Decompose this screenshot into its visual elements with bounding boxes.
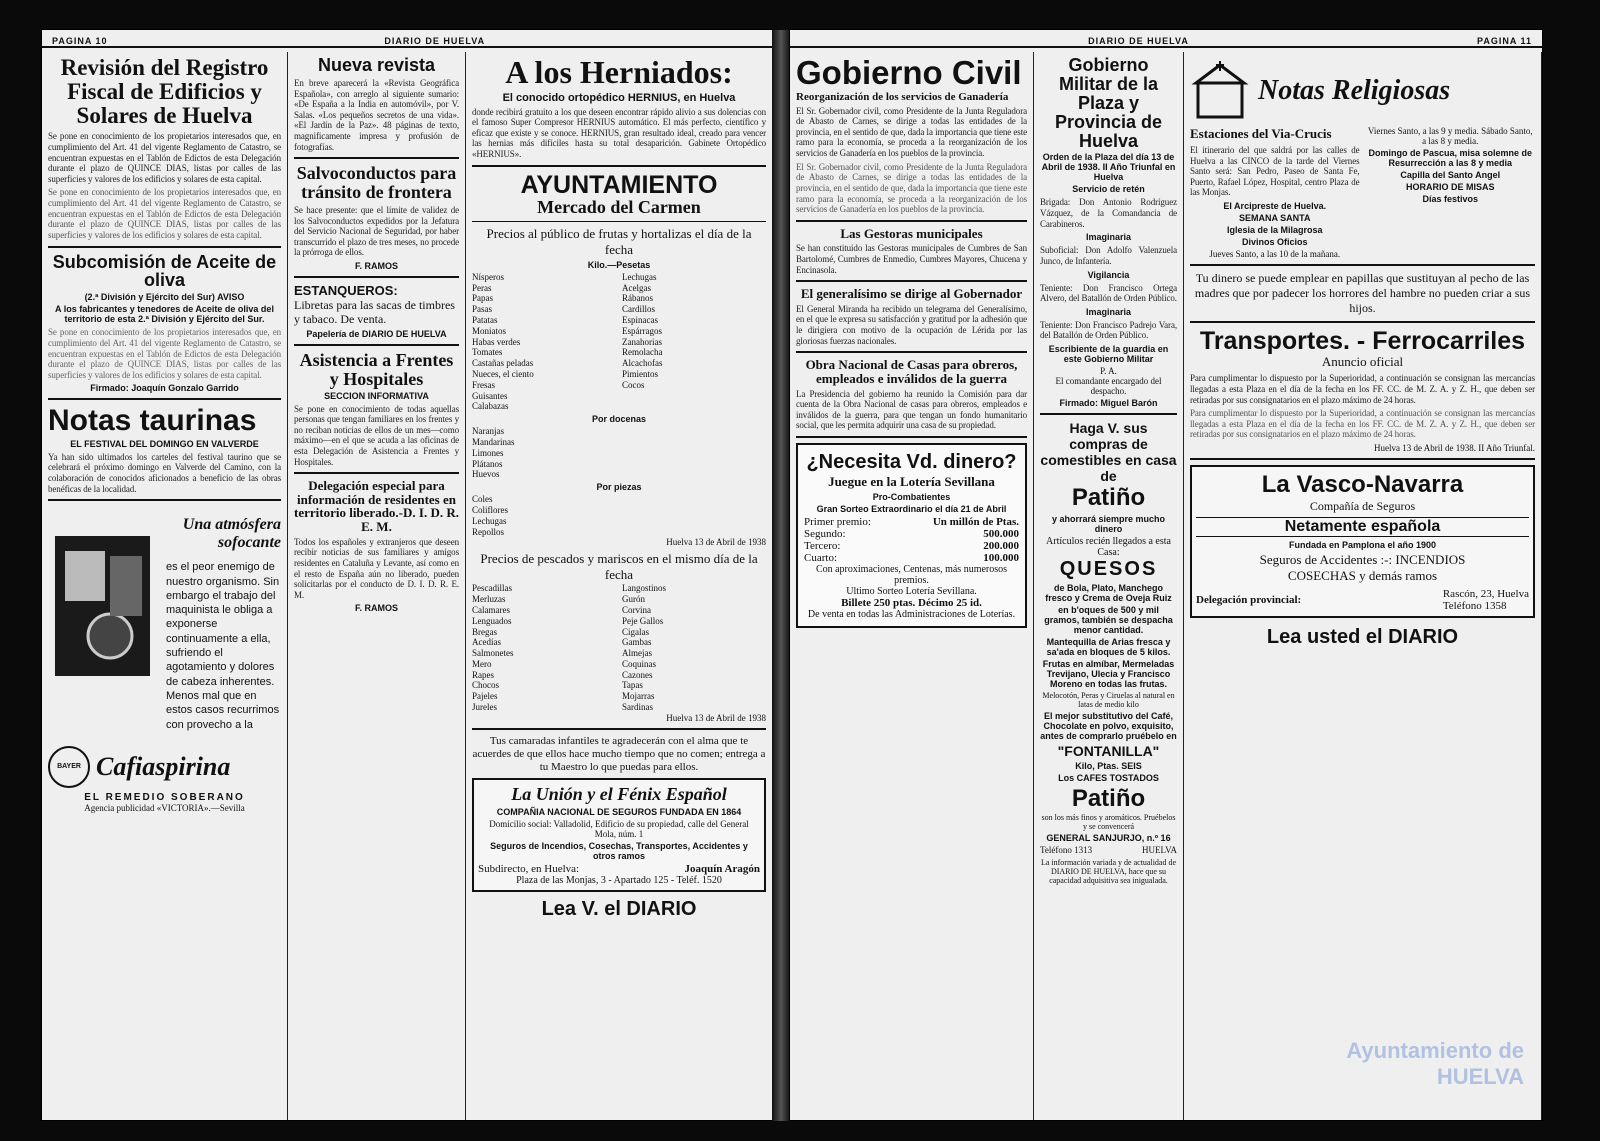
pieza-item: Coles xyxy=(472,494,493,505)
religiosas-arcipreste: El Arcipreste de Huelva. xyxy=(1223,201,1327,212)
aceite-title: Subcomisión de Aceite de oliva xyxy=(52,251,277,291)
docena-item: Huevos xyxy=(472,469,500,480)
delegacion-title: Delegación especial para información de residentes en territorio liberado.-D. I. D. R. E. M. xyxy=(294,478,459,535)
pescado-item: Lenguados xyxy=(472,615,512,626)
bayer-logo-icon: BAYER xyxy=(48,746,90,788)
mercado-subtitle: Mercado del Carmen xyxy=(537,196,701,217)
patino-fontanilla: "FONTANILLA" xyxy=(1057,742,1160,759)
militar-orden: Orden de la Plaza del día 13 de Abril de 1938. II Año Triunfal en Huelva xyxy=(1041,152,1176,183)
asistencia-body: Se pone en conocimiento de todas aquellas personas que tengan familiares en los frentes y no reciban noticias de ellos de un mes—como máximo—en el que se acuda a las oficinas de esta Delegación de Asistencia a Frentes y Hospitales. xyxy=(294,403,459,467)
pescado-item: Langostinos xyxy=(622,583,666,594)
pescado-item: Bregas xyxy=(472,626,497,637)
fruta-item: Guisantes xyxy=(472,390,508,401)
fruta-item: Habas verdes xyxy=(472,336,521,347)
docena-item: Limones xyxy=(472,447,504,458)
religiosas-body: El itinerario del que saldrá por las calles de Huelva a las CINCO de la tarde del Viernes Santo será: San Pedro, Paseo de Santa Fe, Puerto, Rafael López, Hospital, centro Plaza de las Monjas. xyxy=(1190,145,1360,198)
transportes-body: Para cumplimentar lo dispuesto por la Superioridad, a continuación se consignan las mercancías llegadas a esta Plaza en el día de la fecha en los FF. CC. de M. Z. A. y Z. H., que deben ser retiradas por sus consignatarios en el plazo máximo de 24 horas. xyxy=(1190,373,1535,405)
patino-name2: Patiño xyxy=(1071,784,1146,812)
pescado-item: Chocos xyxy=(472,680,499,691)
servicio-title: Imaginaria xyxy=(1085,232,1132,243)
right-column-2 xyxy=(1034,52,1184,1120)
revista-body: En breve aparecerá la «Revista Geográfica Española», con arreglo al siguiente sumario: «De España a la India en automóvil», por V. Salas. «Los pequeños secretos de una vida». «El Jardín de la Paz». 48 páginas de texto, magnificamente impresa y profusión de fotografías. xyxy=(294,77,459,152)
vasco-telefono: Teléfono 1358 xyxy=(1442,599,1507,612)
right-footer: Lea usted el DIARIO xyxy=(1266,625,1459,648)
piezas-list xyxy=(472,494,766,537)
page-number-right: PAGINA 11 xyxy=(1476,36,1532,46)
frutas-list-right xyxy=(622,272,766,412)
pescado-item: Peje Gallos xyxy=(622,615,664,626)
fruta-item: Nueces, el ciento xyxy=(472,368,534,379)
religiosas-semana: SEMANA SANTA xyxy=(1239,213,1311,224)
patino-cafe: El mejor substitutivo del Café, Chocolate en polvo, exquisito, antes de comprarlo pruébelo en xyxy=(1040,710,1177,741)
right-column-1 xyxy=(790,52,1034,1120)
docena-item: Naranjas xyxy=(472,426,504,437)
cafiaspirina-slogan: Una atmósfera sofocante xyxy=(182,516,281,552)
servicio-body: Brigada: Don Antonio Rodríguez Vázquez, de la Comandancia de Carabineros. xyxy=(1040,197,1177,229)
religiosas-festivos: Días festivos xyxy=(1422,194,1479,204)
estanqueros-shop: Papelería de DIARIO DE HUELVA xyxy=(306,328,447,339)
taurinas-body: Ya han sido ultimados los carteles del festival taurino que se celebrará el próximo domingo en Valverde del Camino, con la colaboración de conocidos aficionados a beneficio de las obras benéficas de la localidad. xyxy=(48,451,281,494)
religiosas-capilla: Capilla del Santo Angel xyxy=(1400,170,1501,180)
cafiaspirina-tagline: EL REMEDIO SOBERANO xyxy=(84,791,245,803)
patino-quesos: QUESOS xyxy=(1059,557,1158,580)
obra-body: La Presidencia del gobierno ha reunido la Comisión para dar cuenta de la Obra Nacional de casas para obreros, empleados e inválidos de la guerra, para que tengan un fondo humanitario social, que les permita adquirir una casa de su propiedad. xyxy=(796,388,1027,431)
piezas-label: Por piezas xyxy=(596,482,642,493)
patino-name: Patiño xyxy=(1071,483,1146,511)
loteria-billete: Billete 250 ptas. Décimo 25 id. xyxy=(841,597,982,609)
pescado-item: Acedías xyxy=(472,637,501,648)
asistencia-sub: SECCION INFORMATIVA xyxy=(324,390,429,401)
pescado-item: Sardinas xyxy=(622,702,653,713)
patino-telefono: Teléfono 1313 xyxy=(1040,844,1093,855)
transportes-sub: Anuncio oficial xyxy=(1321,354,1404,370)
transportes-body-extra: Para cumplimentar lo dispuesto por la Superioridad, a continuación se consignan las mercancías llegadas a esta Plaza en el día de la fecha en los FF. CC. de M. Z. A. y Z. H., que deben ser retiradas por sus consignatarios en el plazo máximo de 24 horas. xyxy=(1190,408,1535,440)
servicio-body: Teniente: Don Francisco Ortega Alvero, del Batallón de Orden Público. xyxy=(1040,282,1177,304)
fruta-item: Castañas peladas xyxy=(472,358,534,369)
taurinas-sub: EL FESTIVAL DEL DOMINGO EN VALVERDE xyxy=(70,438,259,449)
salvo-body: Se hace presente: que el límite de validez de los Salvoconductos expedidos por la Jefatura del Servicio Nacional de Seguridad, por haber transcurrido el plazo de tres meses, no procede la prórroga de ellos. xyxy=(294,204,459,258)
militar-pa: P. A. xyxy=(1100,365,1117,376)
fruta-item: Cardillos xyxy=(622,304,655,315)
pescado-item: Pajeles xyxy=(472,691,498,702)
patino-cafes: Los CAFES TOSTADOS xyxy=(1058,772,1159,783)
gobierno-body: El Sr. Gobernador civil, como Presidente de la Junta Reguladora de Abasto de Carnes, se dirige a todas las entidades de la provincia, en el sentido de que, dada la importancia que tiene este ramo para la economía, se proceda a la reorganización de los servicios de Ganadería en los pueblos de la provincia. xyxy=(796,105,1027,159)
fruta-item: Lechugas xyxy=(622,271,657,282)
patino-boquitas: en b'oques de 500 y mil gramos, también se despacha menor cantidad. xyxy=(1044,604,1173,635)
cafiaspirina-text: es el peor enemigo de nuestro organismo. Sin embargo el trabajo del maquinista le obliga a exponerse continuamente a ella, sufriendo el agotamiento y dolores de cabeza inherentes. Menos mal que en estos casos recurrimos con provecho a la xyxy=(166,561,280,731)
revista-title: Nueva revista xyxy=(317,55,436,75)
militar-escribiente: Escribiente de la guardia en este Gobierno Militar xyxy=(1048,343,1169,364)
vasco-navarra-ad xyxy=(1190,465,1535,618)
patino-quesos-desc: de Bola, Plato, Manchego fresco y Crema de Oveja Ruiz xyxy=(1045,582,1172,603)
prize-row: Primer premio: Un millón de Ptas. xyxy=(804,516,1019,528)
left-column-2 xyxy=(288,52,466,1120)
vasco-seguros: Seguros de Accidentes :-: INCENDIOS xyxy=(1259,551,1466,567)
fruta-item: Calabazas xyxy=(472,401,509,412)
religiosas-viernes: Viernes Santo, a las 9 y media. Sábado Santo, a las 8 y media. xyxy=(1367,126,1533,146)
herniados-title: A los Herniados: xyxy=(505,54,733,90)
pieza-item: Lechugas xyxy=(472,515,507,526)
pescado-item: Gambas xyxy=(622,637,652,648)
union-fenix-ad xyxy=(472,778,766,892)
gobierno-sub: Reorganización de los servicios de Ganadería xyxy=(796,90,1009,103)
pescado-item: Salmonetes xyxy=(472,648,514,659)
patino-kilo: Kilo, Ptas. SEIS xyxy=(1075,760,1142,771)
transportes-date: Huelva 13 de Abril de 1938. II Año Triunfal. xyxy=(1374,442,1535,453)
militar-title: Gobierno Militar de la Plaza y Provincia de Huelva xyxy=(1054,55,1163,151)
fruta-item: Patatas xyxy=(472,314,498,325)
docena-item: Plátanos xyxy=(472,458,503,469)
union-domicilio: Domicilio social: Valladolid, Edificio de su propiedad, calle del General Mola, núm. 1 xyxy=(489,819,749,840)
gobierno-body-extra: El Sr. Gobernador civil, como Presidente de la Junta Reguladora de Abasto de Carnes, se dirige a todas las entidades de la provincia, en el sentido de que, dada la importancia que tiene este ramo para la economía, se proceda a la reorganización de los servicios de Ganadería en los pueblos de la provincia. xyxy=(796,161,1027,215)
patino-frutas: Frutas en almíbar, Mermeladas Trevijano, Ulecia y Francisco Moreno en todas las frutas. xyxy=(1042,658,1175,689)
loteria-prizes xyxy=(804,516,1019,564)
patino-articulos: Artículos recién llegados a esta Casa: xyxy=(1046,535,1171,558)
union-subdir-label: Subdirecto, en Huelva: xyxy=(478,863,580,876)
militar-firmado: Firmado: Miguel Barón xyxy=(1059,397,1158,408)
pescado-item: Corvina xyxy=(622,604,651,615)
patino-finos: son los más finos y aromáticos. Pruébelos y se convencerá xyxy=(1041,812,1176,831)
fruta-item: Pasas xyxy=(472,304,492,315)
fruta-item: Moniatos xyxy=(472,325,507,336)
fruta-item: Acelgas xyxy=(622,282,651,293)
union-seguros: Seguros de Incendios, Cosechas, Transportes, Accidentes y otros ramos xyxy=(490,841,748,862)
religiosas-title: Notas Religiosas xyxy=(1258,75,1451,106)
left-footer: Lea V. el DIARIO xyxy=(541,898,697,921)
fruta-item: Papas xyxy=(472,293,493,304)
religiosas-jueves: Jueves Santo, a las 10 de la mañana. xyxy=(1209,249,1341,260)
fruta-item: Rábanos xyxy=(622,293,653,304)
delegacion-body: Todos los españoles y extranjeros que deseen recibir noticias de sus familiares y amigos residentes en Cataluña y Levante, así como en el resto de España aún no liberado, pueden solicitarlas por el conducto de D. I. D. R. E. M. xyxy=(294,536,459,600)
patino-city: HUELVA xyxy=(1141,844,1177,855)
page-gutter xyxy=(772,30,790,1121)
cafiaspirina-brand: Cafiaspirina xyxy=(96,751,231,781)
fruta-item: Remolacha xyxy=(622,347,663,358)
patino-melocoton: Melocotón, Peras y Ciruelas al natural en latas de medio kilo xyxy=(1042,690,1175,709)
docena-item: Mandarinas xyxy=(472,436,515,447)
pescados-list-left xyxy=(472,583,616,713)
loteria-aprox: Con aproximaciones, Centenas, más numerosos premios. xyxy=(815,564,1008,586)
fruta-item: Espárragos xyxy=(622,325,662,336)
servicio-title: Vigilancia xyxy=(1087,269,1130,280)
vasco-title: La Vasco-Navarra xyxy=(1261,470,1464,498)
pescado-item: Cigalas xyxy=(622,626,649,637)
patino-mantequilla: Mantequilla de Arias fresca y sa'ada en bloques de 5 kilos. xyxy=(1046,636,1171,657)
gestoras-body: Se han constituido las Gestoras municipales de Cumbres de San Bartolomé, Cumbres de Enmedio, Cumbres Mayores, Chucena y Encinasola. xyxy=(796,243,1027,275)
union-address: Plaza de las Monjas, 3 - Apartado 125 - Teléf. 1520 xyxy=(516,875,722,887)
archive-watermark: Ayuntamiento de HUELVA xyxy=(1346,1038,1524,1089)
union-subdirector: Joaquín Aragón xyxy=(684,863,760,876)
fruta-item: Tomates xyxy=(472,347,503,358)
vasco-delegacion: Delegación provincial: xyxy=(1196,593,1302,606)
religiosas-iglesia: Iglesia de la Milagrosa xyxy=(1226,225,1323,236)
church-icon xyxy=(1190,61,1250,121)
transportes-title: Transportes. - Ferrocarriles xyxy=(1199,327,1526,356)
frutas-date: Huelva 13 de Abril de 1938 xyxy=(666,537,766,548)
aceite-body: Se pone en conocimiento de los propietarios interesados que, en cumplimiento del Art. 41 del vigente Reglamento de Catastro, se encuentran expuestas en el Tablón de Edictos de esta Delegación durante el plazo de QUINCE DIAS, listas por calles de las superficies y valores de los edificios y solares de esta capital. xyxy=(48,327,281,380)
salvo-sign: F. RAMOS xyxy=(354,260,398,271)
militar-servicios xyxy=(1040,184,1177,340)
gobierno-title: Gobierno Civil xyxy=(796,54,1022,91)
religiosas-masthead xyxy=(1190,56,1535,126)
pescado-item: Coquinas xyxy=(622,658,657,669)
vasco-rascon: Rascón, 23, Huelva xyxy=(1442,587,1529,600)
vasco-sub: Compañía de Seguros xyxy=(1309,498,1416,513)
union-title: La Unión y el Fénix Español xyxy=(511,784,727,805)
patino-address: GENERAL SANJURJO, n.º 16 xyxy=(1046,832,1171,843)
pieza-item: Repollos xyxy=(472,526,505,537)
frutas-title: Precios al público de frutas y hortalizas el día de la fecha xyxy=(486,225,752,257)
herniados-sub: El conocido ortopédico HERNIUS, en Huelva xyxy=(502,91,736,104)
mercado-title: AYUNTAMIENTO xyxy=(520,170,718,199)
vasco-cosechas: COSECHAS y demás ramos xyxy=(1287,567,1438,583)
loteria-sorteo: Gran Sorteo Extraordinario el día 21 de Abril xyxy=(816,504,1007,514)
newspaper-name: DIARIO DE HUELVA xyxy=(384,36,486,46)
gestoras-title: Las Gestoras municipales xyxy=(840,225,983,241)
religiosas-divinos: Divinos Oficios xyxy=(1241,237,1308,248)
docena-label: Por docenas xyxy=(591,414,647,425)
patino-info: La información variada y de actualidad de DIARIO DE HUELVA, hace que su capacidad adquisitiva sea inigualada. xyxy=(1040,857,1177,885)
fruta-item: Zanahorias xyxy=(622,336,662,347)
pescado-item: Merluzas xyxy=(472,594,506,605)
fruta-item: Alcachofas xyxy=(622,358,663,369)
loteria-ad xyxy=(796,443,1027,628)
servicio-title: Servicio de retén xyxy=(1072,184,1145,195)
registro-title: Revisión del Registro Fiscal de Edificios y Solares de Huelva xyxy=(60,55,269,129)
pescado-item: Jureles xyxy=(472,702,497,713)
pescados-date: Huelva 13 de Abril de 1938 xyxy=(666,712,766,723)
vasco-fundada: Fundada en Pamplona el año 1900 xyxy=(1288,539,1437,550)
right-header-strip xyxy=(790,36,1542,48)
left-header-strip xyxy=(42,36,772,48)
cafiaspirina-agency: Agencia publicidad «VICTORIA».—Sevilla xyxy=(84,802,245,813)
left-column-1 xyxy=(42,52,288,1120)
registro-body-extra: Se pone en conocimiento de los propietarios interesados que, en cumplimiento del Art. 41 del vigente Reglamento de Catastro, se encuentran expuestas en el Tablón de Edictos de esta Delegación durante el plazo de QUINCE DIAS, listas por calles de las superficies y valores de los edificios y solares de esta capital. xyxy=(48,187,281,240)
loteria-sub: Juegue en la Lotería Sevillana xyxy=(828,474,995,489)
herniados-body: donde recibirá gratuito a los que deseen encontrar rápido alivio a sus dolencias con el famoso Super Compresor HERNIUS automático. El más perfecto, científico y eficaz que existe y se conoce. HERNIUS, gran resultado ideal, creado para vencer las hernias más difíciles hasta su total desaparición. Gabinete Ortopédico «HERNIUS». xyxy=(472,106,766,160)
pescado-item: Tapas xyxy=(622,680,643,691)
pescado-item: Calamares xyxy=(472,604,510,615)
camaradas-note: Tus camaradas infantiles te agradecerán con el alma que te acuerdes de que ellos hace mucho tiempo que no comen; entrega a tu Maestro lo que puedas para ellos. xyxy=(472,734,766,774)
papillas-note: Tu dinero se puede emplear en papillas que sustituyan al pecho de las madres que por padecer los horrores del hambre no pueden criar a sus hijos. xyxy=(1194,271,1531,316)
religiosas-pascua: Domingo de Pascua, misa solemne de Resurrección a las 8 y media xyxy=(1368,148,1533,168)
fruta-item: Cocos xyxy=(622,379,645,390)
generalisimo-title: El generalísimo se dirige al Gobernador xyxy=(800,286,1023,302)
newspaper-name-right: DIARIO DE HUELVA xyxy=(1088,36,1189,46)
estanqueros-title: ESTANQUEROS: xyxy=(294,282,398,298)
servicio-body: Teniente: Don Francisco Padrejo Vara, del Batallón de Orden Público. xyxy=(1040,319,1177,341)
generalisimo-body: El General Miranda ha recibido un telegrama del Generalísimo, en el que le expresa su satisfacción y gratitud por la adhesión que le dirigiera con motivo de la ocupación de Lérida por las gloriosas fuerzas nacionales. xyxy=(796,303,1027,346)
frutas-kilo: Kilo.—Pesetas xyxy=(587,259,651,270)
pescado-item: Cazones xyxy=(622,669,653,680)
fruta-item: Nísperos xyxy=(472,271,504,282)
pescado-item: Mero xyxy=(472,658,492,669)
fruta-item: Peras xyxy=(472,282,492,293)
religiosas-horario: HORARIO DE MISAS xyxy=(1405,182,1495,192)
loteria-venta: De venta en todas las Administraciones de Loterías. xyxy=(807,609,1016,620)
militar-encargado: El comandante encargado del despacho. xyxy=(1055,375,1162,396)
right-page xyxy=(790,30,1542,1120)
vasco-neta: Netamente española xyxy=(1196,517,1529,537)
aceite-sign: Firmado: Joaquín Gonzalo Garrido xyxy=(90,383,239,394)
servicio-title: Imaginaria xyxy=(1085,306,1132,317)
left-column-3 xyxy=(466,52,772,1120)
servicio-body: Suboficial: Don Adolfo Valenzuela Junco, de Infantería. xyxy=(1040,245,1177,266)
salvo-title: Salvoconductos para tránsito de frontera xyxy=(296,163,457,203)
fruta-item: Pimientos xyxy=(622,368,659,379)
aceite-sub: (2.ª División y Ejército del Sur) AVISO xyxy=(84,292,245,303)
asistencia-title: Asistencia a Frentes y Hospitales xyxy=(299,349,454,389)
delegacion-sign: F. RAMOS xyxy=(354,603,398,614)
cafiaspirina-ad xyxy=(48,506,281,866)
pescado-item: Almejas xyxy=(622,648,652,659)
union-sub: COMPAÑIA NACIONAL DE SEGUROS FUNDADA EN 1864 xyxy=(496,807,742,818)
fruta-item: Espinacas xyxy=(622,314,658,325)
estanqueros-body: Libretas para las sacas de timbres y tabaco. De venta. xyxy=(294,297,455,327)
pescado-item: Gurón xyxy=(622,594,645,605)
fruta-item: Fresas xyxy=(472,379,495,390)
right-column-3 xyxy=(1184,52,1542,1120)
prize-row: Segundo: 500.000 xyxy=(804,528,1019,540)
taurinas-title: Notas taurinas xyxy=(48,404,257,438)
pescado-item: Pescadillas xyxy=(472,583,512,594)
prize-row: Cuarto: 100.000 xyxy=(804,552,1019,564)
pescado-item: Mojarras xyxy=(622,691,655,702)
patino-lead: Haga V. sus compras de comestibles en casa de xyxy=(1040,419,1177,484)
pescados-title: Precios de pescados y mariscos en el mismo día de la fecha xyxy=(480,551,758,583)
prize-row: Tercero: 200.000 xyxy=(804,540,1019,552)
left-page xyxy=(42,30,772,1120)
page-number: PAGINA 10 xyxy=(52,36,108,46)
pescados-list-right xyxy=(622,583,766,713)
loteria-title: ¿Necesita Vd. dinero? xyxy=(806,451,1017,473)
locomotive-illustration xyxy=(50,516,160,686)
loteria-ultimo: Ultimo Sorteo Lotería Sevillana. xyxy=(846,586,977,597)
patino-ahorro: y ahorrará siempre mucho dinero xyxy=(1051,513,1166,534)
registro-body: Se pone en conocimiento de los propietarios interesados que, en cumplimiento del Art. 41 del vigente Reglamento de Catastro, se encuentran expuestas en el Tablón de Edictos de esta Delegación durante el plazo de QUINCE DIAS, listas por calles de las superficies y valores de los edificios y solares de esta capital. xyxy=(48,131,281,184)
pieza-item: Coliflores xyxy=(472,504,508,515)
aceite-lead: A los fabricantes y tenedores de Aceite de oliva del territorio de esta 2.ª División y Ejército del Sur. xyxy=(55,304,274,325)
docena-list xyxy=(472,426,766,480)
pescado-item: Rapes xyxy=(472,669,494,680)
frutas-list-left xyxy=(472,272,616,412)
obra-title: Obra Nacional de Casas para obreros, empleados e inválidos de la guerra xyxy=(805,357,1018,386)
loteria-pro: Pro-Combatientes xyxy=(872,492,951,502)
religiosas-estaciones: Estaciones del Via-Crucis xyxy=(1190,126,1332,141)
